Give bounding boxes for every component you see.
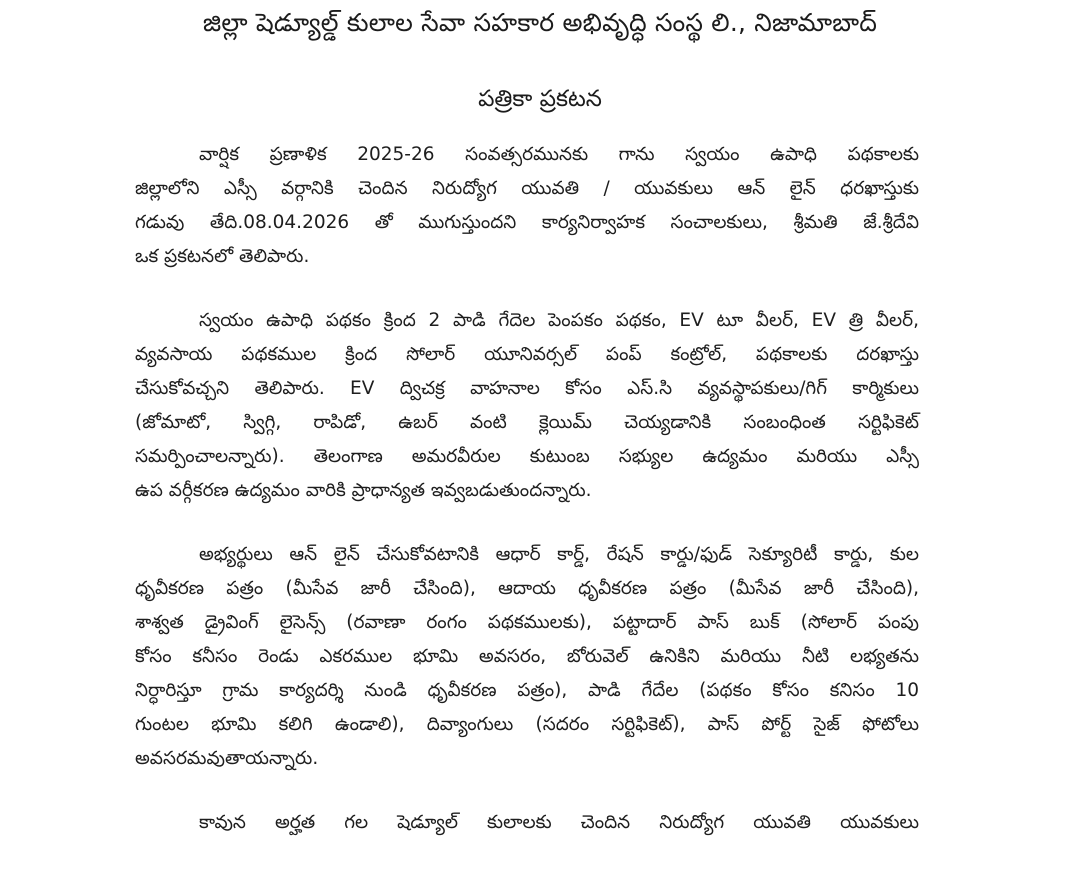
paragraph-line: వార్షిక ప్రణాళిక 2025-26 సంవత్సరమునకు గాను స్వయం ఉపాధి పథకాలకు <box>199 144 919 165</box>
paragraph-line: ఒక ప్రకటనలో తెలిపారు. <box>135 246 310 267</box>
paragraph-line: అభ్యర్థులు ఆన్ లైన్ చేసుకోవటానికి ఆధార్ కార్డ్, రేషన్ కార్డు/ఫుడ్ సెక్యూరిటీ కార్డు, కుల <box>199 544 919 565</box>
paragraph-line: వ్యవసాయ పథకముల క్రింద సోలార్ యూనివర్సల్ పంప్ కంట్రోల్, పథకాలకు దరఖాస్తు <box>135 344 919 365</box>
paragraph-line: ధృవీకరణ పత్రం (మీసేవ జారీ చేసింది), ఆదాయ ధృవీకరణ పత్రం (మీసేవ జారీ చేసింది), <box>135 578 919 599</box>
paragraph-line: (జోమాటో, స్విగ్గి, రాపిడో, ఉబర్ వంటి క్లెయిమ్ చెయ్యడానికి సంబంధింత సర్టిఫికెట్ <box>135 412 919 433</box>
paragraph-closing <box>135 806 919 840</box>
paragraph-line: సమర్పించాలన్నారు). తెలంగాణ అమరవీరుల కుటుంబ సభ్యుల ఉద్యమం మరియు ఎస్సీ <box>135 446 919 467</box>
paragraph-line: అవసరమవుతాయన్నారు. <box>135 748 319 769</box>
paragraph-line: కోసం కనీసం రెండు ఎకరముల భూమి అవసరం, బోరువెల్ ఉనికిని మరియు నీటి లభ్యతను <box>135 646 919 667</box>
paragraph-line: నిర్ధారిస్తూ గ్రామ కార్యదర్శి నుండి ధృవీకరణ పత్రం), పాడి గేదేల (పథకం కోసం కనిసం 10 <box>135 680 919 701</box>
paragraph-line: జిల్లాలోని ఎస్సీ వర్గానికి చెందిన నిరుద్యోగ యువతి / యువకులు ఆన్ లైన్ ధరఖాస్తుకు <box>135 178 919 199</box>
paragraph-schemes <box>135 304 919 508</box>
organization-title: జిల్లా షెడ్యూల్డ్ కులాల సేవా సహకార అభివృద్ధి సంస్థ లి., నిజామాబాద్ <box>202 8 878 37</box>
paragraph-line: గడువు తేది.08.04.2026 తో ముగుస్తుందని కార్యనిర్వాహక సంచాలకులు, శ్రీమతి జే.శ్రీదేవి <box>135 212 919 233</box>
paragraph-line: శాశ్వత డ్రైవింగ్ లైసెన్స్ (రవాణా రంగం పథకములకు), పట్టాదార్ పాస్ బుక్ (సోలార్ పంపు <box>135 612 919 633</box>
paragraph-documents <box>135 538 919 776</box>
paragraph-line: చేసుకోవచ్చని తెలిపారు. EV ద్విచక్ర వాహనాల కోసం ఎస్.సి వ్యవస్థాపకులు/గిగ్ కార్మికులు <box>135 378 919 399</box>
press-release-body <box>135 138 919 870</box>
paragraph-line: ఉప వర్గీకరణ ఉద్యమం వారికి ప్రాధాన్యత ఇవ్వబడుతుందన్నారు. <box>135 480 592 501</box>
paragraph-line: కావున అర్హత గల షెడ్యూల్ కులాలకు చెందిన నిరుద్యోగ యువతి యువకులు <box>199 812 919 833</box>
paragraph-line: స్వయం ఉపాధి పథకం క్రింద 2 పాడి గేదెల పెంపకం పథకం, EV టూ వీలర్, EV త్రి వీలర్, <box>199 310 919 331</box>
press-release-heading: పత్రికా ప్రకటన <box>478 86 602 112</box>
paragraph-deadline <box>135 138 919 274</box>
paragraph-line: గుంటల భూమి కలిగి ఉండాలి), దివ్యాంగులు (సదరం సర్టిఫికెట్), పాస్ పోర్ట్ సైజ్ ఫోటోలు <box>135 714 919 735</box>
